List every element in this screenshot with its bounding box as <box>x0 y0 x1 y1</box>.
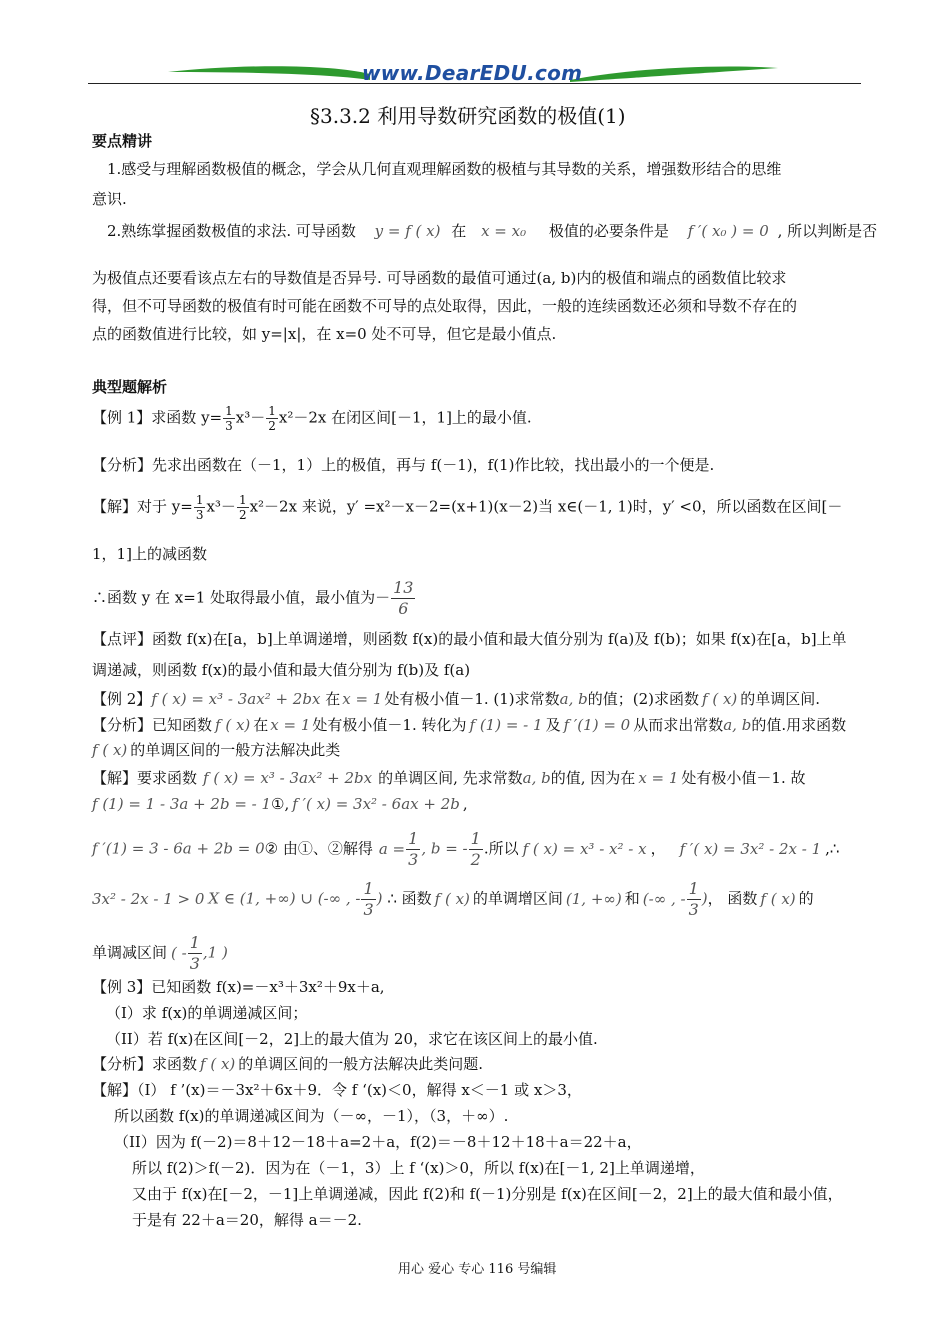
denominator: 3 <box>363 900 374 919</box>
section-heading-key-points: 要点精讲 <box>92 132 153 150</box>
paragraph-1-line-2: 意识. <box>92 190 127 208</box>
math-expression: x = 1 <box>270 716 311 734</box>
text: 【例 1】求函数 y= <box>92 408 223 427</box>
numerator: 1 <box>363 879 374 898</box>
text: 从而求出常数 <box>633 716 724 734</box>
example-3-part-2: （II）若 f(x)在区间[－2，2]上的最大值为 20，求它在该区间上的最小值. <box>106 1030 598 1048</box>
fraction <box>188 933 202 974</box>
denominator: 2 <box>470 850 481 869</box>
denominator: 3 <box>225 419 233 433</box>
math-expression: x = 1 <box>638 769 679 787</box>
text: ①, <box>271 795 290 813</box>
text: 【分析】求函数 <box>92 1055 198 1073</box>
fraction <box>391 578 415 619</box>
math-expression: ) <box>701 889 708 908</box>
text: x³－ <box>206 497 236 516</box>
math-expression: x = 1 <box>342 690 383 708</box>
page-title: §3.3.2 利用导数研究函数的极值(1) <box>310 104 626 128</box>
text: ， <box>650 839 666 858</box>
denominator: 3 <box>408 850 419 869</box>
text: 【解】要求函数 <box>92 769 198 787</box>
math-expression: ( - <box>171 943 187 962</box>
example-2-solution-line-1 <box>92 768 806 788</box>
math-expression: f ( x) <box>434 889 470 908</box>
math-y-eq-fx: y = f ( x) <box>374 222 441 240</box>
numerator: 1 <box>268 404 276 418</box>
text: 的单调增区间 <box>472 889 563 908</box>
math-expression: f (1) = 1 - 3a + 2b = - 1 <box>92 795 272 813</box>
math-expression: f ( x) <box>92 741 128 759</box>
math-expression: f ( x) <box>200 1055 236 1073</box>
example-1-analysis: 【分析】先求出函数在（－1，1）上的极值，再与 f(－1)，f(1)作比较，找出最小的一个便是. <box>92 456 715 474</box>
text: 的单调区间, 先求常数 <box>378 769 523 787</box>
text: 【解】对于 y= <box>92 497 193 516</box>
example-2-question <box>92 689 820 709</box>
paragraph-2-line-2: 为极值点还要看该点左右的导数值是否异号. 可导函数的最值可通过(a, b)内的极值和端点的函数值比较求 <box>92 269 787 287</box>
example-3-solution-line-1: 【解】（I） f ’(x)＝－3x²＋6x＋9．令 f ‘(x)＜0，解得 x＜－1 或 x＞3， <box>92 1081 582 1099</box>
text: 【例 2】 <box>92 690 152 708</box>
example-2-solution-line-5 <box>92 933 228 974</box>
text: 的值, 因为在 <box>550 769 636 787</box>
math-expression: ,1 ) <box>202 943 228 962</box>
example-1-conclusion <box>92 578 416 619</box>
math-expression: f ( x) <box>702 690 738 708</box>
paragraph-1-line-1: 1.感受与理解函数极值的概念，学会从几何直观理解函数的极植与其导数的关系，增强数形结合的思维 <box>107 160 782 178</box>
fraction <box>237 493 249 522</box>
math-expression: f ( x) <box>760 889 796 908</box>
math-expression: f ′( x) = 3x² - 6ax + 2b <box>292 795 460 813</box>
text: ② 由①、②解得 <box>264 839 373 858</box>
denominator: 6 <box>398 599 409 618</box>
fraction <box>361 879 375 920</box>
text: 的值；(2)求函数 <box>587 690 699 708</box>
paragraph-2-line-1 <box>107 221 877 241</box>
example-3-solution-line-3: （II）因为 f(－2)＝8＋12－18＋a=2＋a，f(2)＝－8＋12＋18＋a＝22＋a， <box>114 1133 642 1151</box>
text: 的单调区间的一般方法解决此类问题. <box>238 1055 484 1073</box>
math-expression: f (1) = - 1 <box>469 716 543 734</box>
example-1-solution <box>92 493 842 522</box>
text: 的 <box>798 889 814 908</box>
text: 的单调区间. <box>740 690 821 708</box>
paragraph-2-line-3: 得，但不可导函数的极值有时可能在函数不可导的点处取得，因此，一般的连续函数还必须和导数不存在的 <box>92 297 798 315</box>
numerator: 1 <box>688 879 699 898</box>
example-2-solution-line-2 <box>92 794 468 814</box>
text: 及 <box>545 716 561 734</box>
text: 和 <box>624 889 640 908</box>
example-1-solution-line-2: 1，1]上的减函数 <box>92 545 207 563</box>
denominator: 2 <box>268 419 276 433</box>
denominator: 3 <box>189 954 200 973</box>
math-expression: ) <box>376 889 383 908</box>
fraction <box>406 829 420 870</box>
denominator: 2 <box>238 508 247 522</box>
text: x²－2x 来说，y′ =x²－x－2=(x+1)(x－2)当 x∈(－1, 1)时，y′ <0，所以函数在区间[－ <box>249 497 843 516</box>
text: , <box>462 795 468 813</box>
math-x-eq-x0: x = x₀ <box>481 222 527 240</box>
example-3-part-1: （I）求 f(x)的单调递减区间； <box>106 1004 308 1022</box>
text: 在 <box>253 716 269 734</box>
math-expression: a, b <box>559 690 588 708</box>
example-1-question <box>92 404 532 433</box>
example-1-comment-line-2: 调递减，则函数 f(x)的最小值和最大值分别为 f(b)及 f(a) <box>92 661 471 679</box>
math-expression: a, b <box>723 716 752 734</box>
math-expression: 3x² - 2x - 1 > 0 <box>92 889 205 908</box>
text: 处有极小值－1. (1)求常数 <box>384 690 560 708</box>
fraction <box>469 829 483 870</box>
text: 在 <box>451 222 467 240</box>
example-3-solution-line-6: 于是有 22＋a＝20，解得 a＝－2. <box>132 1211 362 1229</box>
text: 处有极小值－1. 转化为 <box>312 716 467 734</box>
math-expression: f ( x) = x³ - 3ax² + 2bx <box>151 690 321 708</box>
math-expression: f ′(1) = 0 <box>563 716 631 734</box>
text: 2.熟练掌握函数极值的求法. 可导函数 <box>107 222 356 240</box>
denominator: 3 <box>195 508 204 522</box>
math-expression: X ∈ (1, +∞) ∪ (-∞ , - <box>208 889 361 908</box>
text: ,∴ <box>825 839 840 858</box>
site-logo: www.DearEDU.com <box>362 61 583 85</box>
example-3-analysis <box>92 1054 483 1074</box>
text: 处有极小值－1. 故 <box>681 769 806 787</box>
numerator: 1 <box>189 933 200 952</box>
text: 在 <box>325 690 341 708</box>
denominator: 3 <box>688 900 699 919</box>
fraction <box>194 493 206 522</box>
text: .所以 <box>483 839 519 858</box>
example-3-solution-line-5: 又由于 f(x)在[－2，－1]上单调递减，因此 f(2)和 f(－1)分别是 f(x)在区间[－2，2]上的最大值和最小值， <box>132 1185 843 1203</box>
text: , 所以判断是否 <box>777 222 878 240</box>
math-expression: , b = - <box>421 839 468 858</box>
math-expression: (1, +∞) <box>565 889 622 908</box>
math-derivative-zero: f ′( x₀ ) = 0 <box>687 222 769 240</box>
fraction <box>687 879 701 920</box>
paragraph-2-line-4: 点的函数值进行比较，如 y=|x|，在 x=0 处不可导，但它是最小值点. <box>92 325 557 343</box>
numerator: 13 <box>393 578 414 597</box>
text: 的值.用求函数 <box>751 716 847 734</box>
numerator: 1 <box>225 404 233 418</box>
example-2-solution-line-4 <box>92 879 814 920</box>
numerator: 1 <box>470 829 481 848</box>
math-expression: f ( x) <box>215 716 251 734</box>
math-expression: f ( x) = x³ - x² - x <box>522 839 647 858</box>
example-2-analysis <box>92 715 846 735</box>
section-heading-examples: 典型题解析 <box>92 378 168 396</box>
page-footer: 用心 爱心 专心 116 号编辑 <box>398 1262 557 1277</box>
text: ∴函数 y 在 x=1 处取得最小值，最小值为－ <box>92 588 391 607</box>
numerator: 1 <box>408 829 419 848</box>
text: ， 函数 <box>707 889 758 908</box>
text: 极值的必要条件是 <box>548 222 669 240</box>
header-rule <box>88 83 861 84</box>
example-1-comment-line-1: 【点评】函数 f(x)在[a，b]上单调递增，则函数 f(x)的最小值和最大值分别为 f(a)及 f(b)；如果 f(x)在[a，b]上单 <box>92 630 847 648</box>
numerator: 1 <box>195 493 204 507</box>
math-expression: (-∞ , - <box>642 889 686 908</box>
math-expression: f ′( x) = 3x² - 2x - 1 <box>679 839 822 858</box>
text: x³－ <box>235 408 266 427</box>
math-expression: a = <box>378 839 406 858</box>
fraction <box>223 404 235 433</box>
text: x²－2x 在闭区间[－1，1]上的最小值. <box>278 408 532 427</box>
example-3-question: 【例 3】已知函数 f(x)=－x³＋3x²＋9x＋a, <box>92 978 385 996</box>
example-3-solution-line-2: 所以函数 f(x)的单调递减区间为（－∞，－1），（3，＋∞）. <box>114 1107 509 1125</box>
text: 单调减区间 <box>92 943 168 962</box>
math-expression: f ′(1) = 3 - 6a + 2b = 0 <box>92 839 265 858</box>
example-2-analysis-line-2 <box>92 740 340 760</box>
math-expression: a, b <box>522 769 551 787</box>
text: 的单调区间的一般方法解决此类 <box>130 741 341 759</box>
numerator: 1 <box>238 493 247 507</box>
fraction <box>266 404 278 433</box>
example-2-solution-line-3 <box>92 829 839 870</box>
math-expression: f ( x) = x³ - 3ax² + 2bx <box>203 769 373 787</box>
text: 【分析】已知函数 <box>92 716 213 734</box>
example-3-solution-line-4: 所以 f(2)＞f(－2)．因为在（－1，3）上 f ‘(x)＞0，所以 f(x)在[－1, 2]上单调递增， <box>132 1159 705 1177</box>
text: ∴ 函数 <box>387 889 432 908</box>
